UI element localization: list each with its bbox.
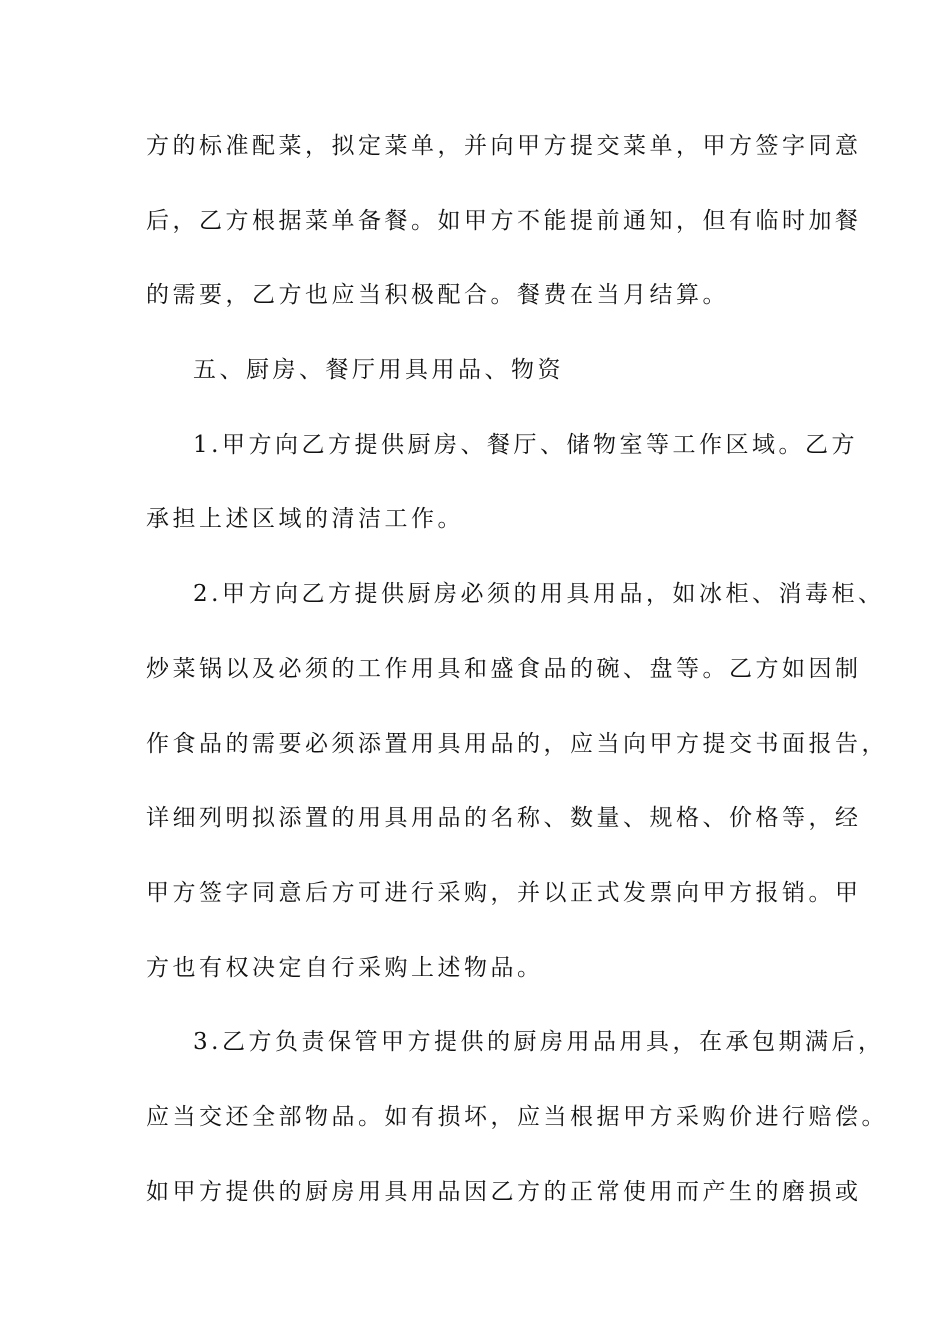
paragraph-line: 方也有权决定自行采购上述物品。 [146,954,544,981]
paragraph-line: 方的标准配菜，拟定菜单，并向甲方提交菜单，甲方签字同意 [146,133,862,159]
paragraph-line: 如甲方提供的厨房用具用品因乙方的正常使用而产生的磨损或 [146,1178,862,1205]
paragraph-line: 应当交还全部物品。如有损坏，应当根据甲方采购价进行赔偿。 [146,1103,888,1130]
paragraph-line: 2.甲方向乙方提供厨房必须的用具用品，如冰柜、消毒柜、 [193,581,885,608]
paragraph-line: 详细列明拟添置的用具用品的名称、数量、规格、价格等，经 [146,805,862,832]
paragraph-line: 1.甲方向乙方提供厨房、餐厅、储物室等工作区域。乙方 [193,431,858,458]
paragraph-line: 承担上述区域的清洁工作。 [146,506,464,533]
paragraph-line: 炒菜锅以及必须的工作用具和盛食品的碗、盘等。乙方如因制 [146,655,862,682]
document-body [146,128,888,1248]
paragraph-line: 作食品的需要必须添置用具用品的，应当向甲方提交书面报告， [146,730,888,757]
paragraph-line: 的需要，乙方也应当积极配合。餐费在当月结算。 [146,282,729,309]
paragraph-line: 后，乙方根据菜单备餐。如甲方不能提前通知，但有临时加餐 [146,207,862,234]
section-heading: 五、厨房、餐厅用具用品、物资 [193,357,564,384]
paragraph-line: 甲方签字同意后方可进行采购，并以正式发票向甲方报销。甲 [146,879,862,906]
paragraph-line: 3.乙方负责保管甲方提供的厨房用品用具，在承包期满后， [193,1029,885,1056]
